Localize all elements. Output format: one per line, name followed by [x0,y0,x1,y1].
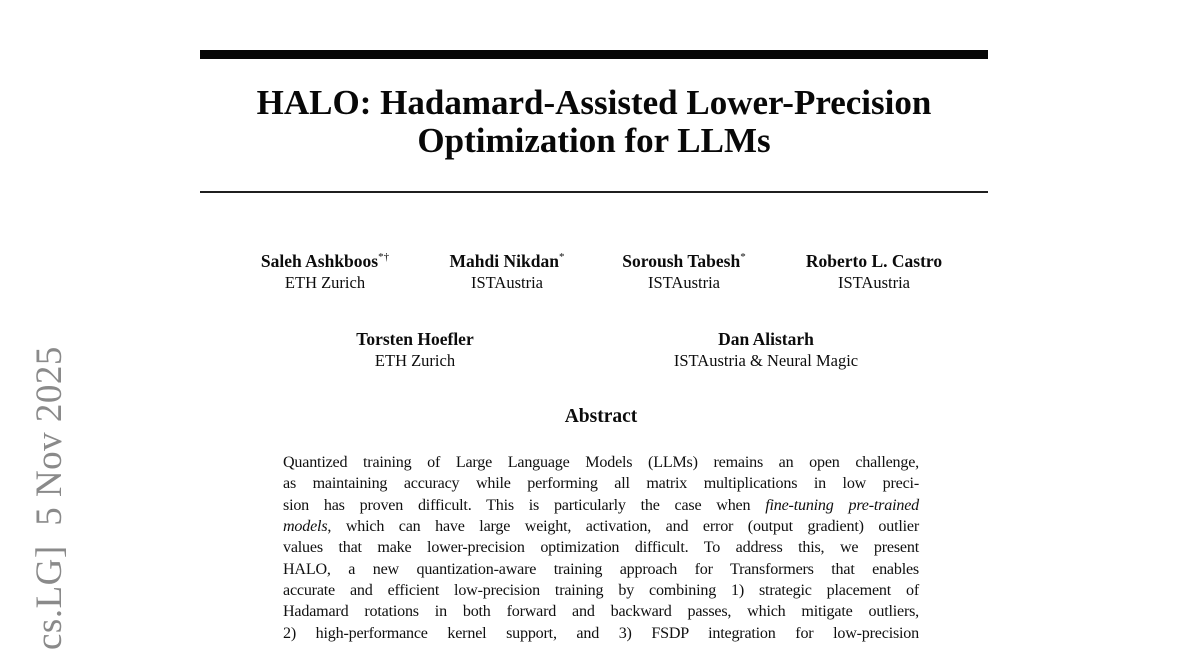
abstract-line: HALO, a new quantization-aware training approach for Transformers that enables [283,560,919,578]
author-name-text: Torsten Hoefler [356,328,474,349]
author-block-dan-alistarh [646,324,886,371]
abstract-text [283,452,919,644]
author-block-torsten-hoefler [295,324,535,371]
paper-title [200,84,988,160]
abstract-line: Hadamard rotations in both forward and backward passes, which mitigate outliers, [283,603,919,621]
abstract-line-italic: fine-tuning pre-trained [765,496,919,514]
author-affiliation: ETH Zurich [374,350,456,370]
author-name-text: Dan Alistarh [718,328,814,349]
abstract-line-italic: models [283,518,328,536]
author-name [295,324,535,350]
abstract-line [283,495,919,516]
abstract-line: accurate and efficient low-precision training by combining 1) strategic placement of [283,582,919,600]
author-affiliation: ISTAustria [470,272,543,292]
arxiv-category-stamp: cs.LG] 5 Nov 2025 [29,346,70,650]
title-bottom-rule [200,191,988,193]
author-footnote-marks: * [558,251,565,263]
author-affiliation: ISTAustria [837,272,910,292]
abstract-line-text: sion has proven difficult. This is particularly the case when [283,496,766,514]
abstract-line: Quantized training of Large Language Models (LLMs) remains an open challenge, [283,454,919,471]
abstract-line: 2) high-performance kernel support, and 3) FSDP integration for low-precision [283,624,919,642]
abstract-line [283,516,919,537]
author-footnote-marks: * [740,251,746,263]
abstract-line: values that make lower-precision optimization difficult. To address this, we present [283,539,919,557]
author-block-roberto-castro [754,246,994,293]
author-name [754,246,994,272]
author-affiliation: ISTAustria & Neural Magic [673,350,859,370]
author-name-text: Saleh Ashkboos [260,250,379,271]
abstract-heading: Abstract [564,406,638,427]
author-name-text: Soroush Tabesh [622,250,741,271]
paper-title-line-2: Optimization for LLMs [417,121,771,160]
abstract-line-text: , which can have large weight, activation, and error (output gradient) outlier [327,518,919,536]
author-affiliation: ETH Zurich [284,272,366,292]
author-footnote-marks: *† [378,251,390,263]
paper-title-line-1: HALO: Hadamard-Assisted Lower-Precision [256,83,932,122]
author-affiliation: ISTAustria [647,272,720,292]
author-name-text: Roberto L. Castro [805,250,943,271]
author-name-text: Mahdi Nikdan [449,250,559,271]
abstract-line: as maintaining accuracy while performing all matrix multiplications in low preci- [283,475,919,493]
title-top-rule [200,50,988,59]
author-name [646,324,886,350]
